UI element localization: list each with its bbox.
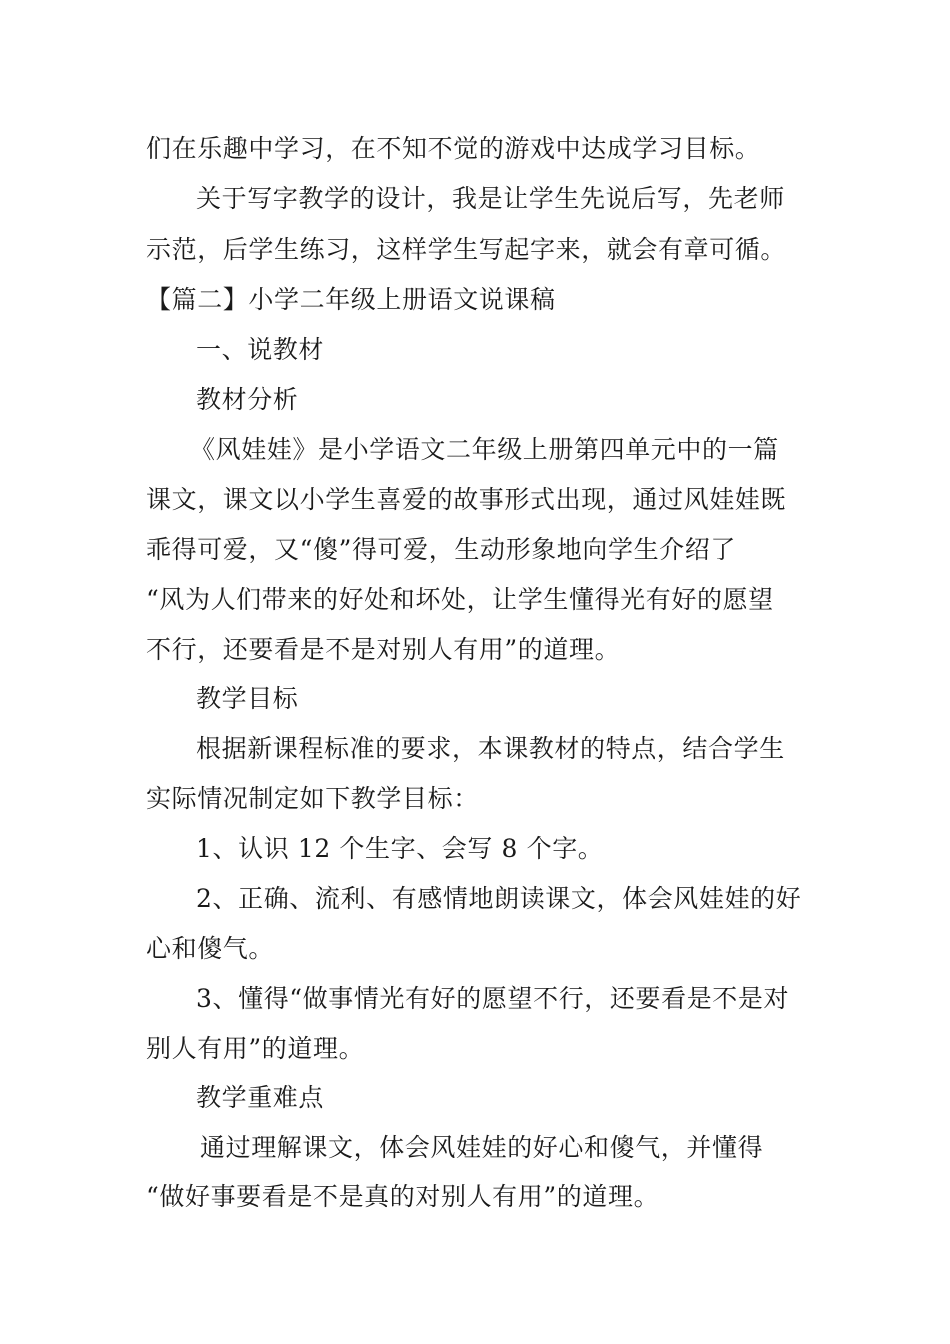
list-item: 1、认识 12 个生字、会写 8 个字。	[196, 834, 604, 863]
text-line: 们在乐趣中学习，在不知不觉的游戏中达成学习目标。	[146, 134, 761, 163]
text-line: 课文，课文以小学生喜爱的故事形式出现，通过风娃娃既	[146, 485, 787, 514]
text-line: 不行，还要看是不是对别人有用”的道理。	[146, 635, 621, 664]
subheading: 一、说教材	[196, 335, 325, 364]
text-line: 关于写字教学的设计，我是让学生先说后写，先老师	[196, 184, 785, 213]
list-item: 2、正确、流利、有感情地朗读课文，体会风娃娃的好	[196, 884, 802, 913]
text-line: “做好事要看是不是真的对别人有用”的道理。	[146, 1182, 660, 1211]
subheading: 教学目标	[196, 684, 299, 713]
section-heading: 【篇二】小学二年级上册语文说课稿	[146, 285, 556, 314]
text-line: 实际情况制定如下教学目标：	[146, 784, 479, 813]
text-line: 心和傻气。	[146, 934, 275, 963]
text-line: “风为人们带来的好处和坏处，让学生懂得光有好的愿望	[146, 585, 774, 614]
text-line: 示范，后学生练习，这样学生写起字来，就会有章可循。	[146, 235, 787, 264]
text-line: 通过理解课文，体会风娃娃的好心和傻气，并懂得	[200, 1133, 764, 1162]
list-item: 3、懂得“做事情光有好的愿望不行，还要看是不是对	[196, 984, 790, 1013]
text-line: 根据新课程标准的要求，本课教材的特点，结合学生	[196, 734, 785, 763]
text-line: 《风娃娃》是小学语文二年级上册第四单元中的一篇	[190, 435, 779, 464]
subheading: 教材分析	[196, 385, 299, 414]
subheading: 教学重难点	[196, 1083, 325, 1112]
text-line: 乖得可爱，又“傻”得可爱，生动形象地向学生介绍了	[146, 535, 736, 564]
text-line: 别人有用”的道理。	[146, 1034, 365, 1063]
